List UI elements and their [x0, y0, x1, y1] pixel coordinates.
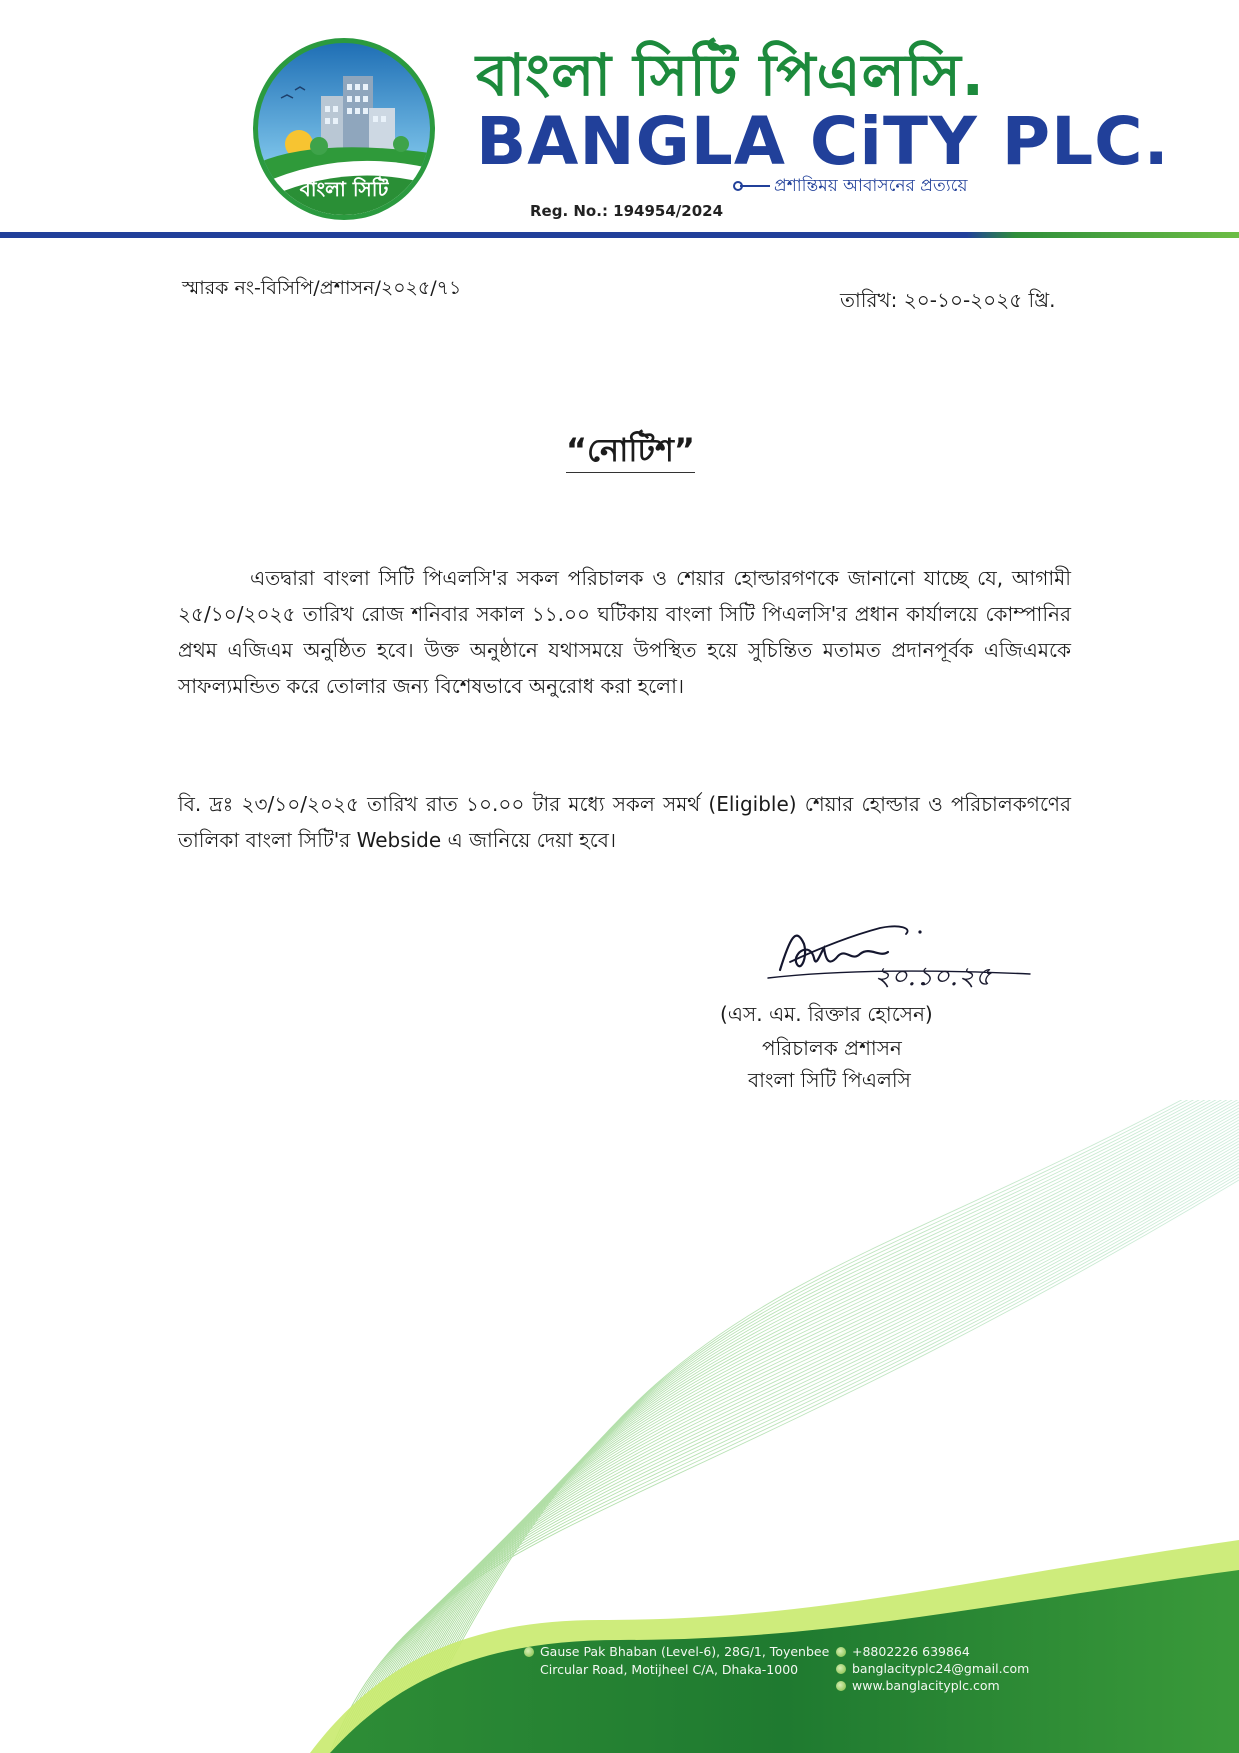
footer-website[interactable]: [836, 1677, 1000, 1694]
globe-icon: [836, 1681, 846, 1691]
signer-name: (এস. এম. রিক্তার হোসেন): [720, 1002, 933, 1026]
logo-caption: বাংলা সিটি: [299, 177, 389, 201]
notice-postscript: বি. দ্রঃ ২৩/১০/২০২৫ তারিখ রাত ১০.০০ টার মধ্যে সকল সমর্থ (Eligible) শেয়ার হোল্ডার ও পরিচালকগণের তালিকা বাংলা সিটি'র Webside এ জানিয়ে দেয়া হবে।: [178, 792, 1071, 852]
company-tagline: [740, 173, 968, 201]
footer-address-line1: [524, 1643, 829, 1660]
memo-number: স্মারক নং-বিসিপি/প্রশাসন/২০২৫/৭১: [182, 277, 462, 299]
letter-date: তারিখ: ২০-১০-২০২৫ খ্রি.: [840, 288, 1056, 312]
signer-organization: বাংলা সিটি পিএলসি: [748, 1068, 911, 1092]
tagline-line-icon: [740, 185, 770, 187]
footer-email[interactable]: [836, 1660, 1029, 1677]
address-text-1: Gause Pak Bhaban (Level-6), 28G/1, Toyenbee: [540, 1644, 830, 1659]
notice-body: এতদ্বারা বাংলা সিটি পিএলসি'র সকল পরিচালক ও শেয়ার হোল্ডারগণকে জানানো যাচ্ছে যে, আগামী ২৫/১০/২০২৫ তারিখ রোজ শনিবার সকাল ১১.০০ ঘটিকায় বাংলা সিটি পিএলসি'র প্রধান কার্যালয়ে কোম্পানির প্রথম এজিএম অনুষ্ঠিত হবে। উক্ত অনুষ্ঠানে যথাসময়ে উপস্থিত হয়ে সুচিন্তিত মতামত প্রদানপূর্বক এজিএমকে সাফল্যমন্ডিত করে তোলার জন্য বিশেষভাবে অনুরোধ করা হলো।: [178, 566, 1071, 698]
company-logo: [251, 36, 437, 222]
footer-address-line2: Circular Road, Motijheel C/A, Dhaka-1000: [540, 1662, 799, 1677]
signature-date: ২০.১০.২৫: [874, 962, 992, 992]
phone-text: +8802226 639864: [852, 1644, 970, 1659]
tagline-text: প্রশান্তিময় আবাসনের প্রত্যয়ে: [774, 176, 968, 196]
header-divider: [0, 232, 1239, 238]
notice-title: “নোটিশ”: [566, 430, 695, 473]
footer-phone: [836, 1643, 970, 1660]
phone-icon: [836, 1647, 846, 1657]
registration-number: Reg. No.: 194954/2024: [530, 202, 724, 220]
location-icon: [524, 1647, 534, 1657]
email-icon: [836, 1664, 846, 1674]
website-text: www.banglacityplc.com: [852, 1678, 1000, 1693]
email-text: banglacityplc24@gmail.com: [852, 1661, 1030, 1676]
signer-title: পরিচালক প্রশাসন: [762, 1036, 902, 1060]
company-name-english: BANGLA CiTY PLC.: [476, 103, 1170, 180]
company-name-bengali: বাংলা সিটি পিএলসি.: [476, 41, 985, 109]
